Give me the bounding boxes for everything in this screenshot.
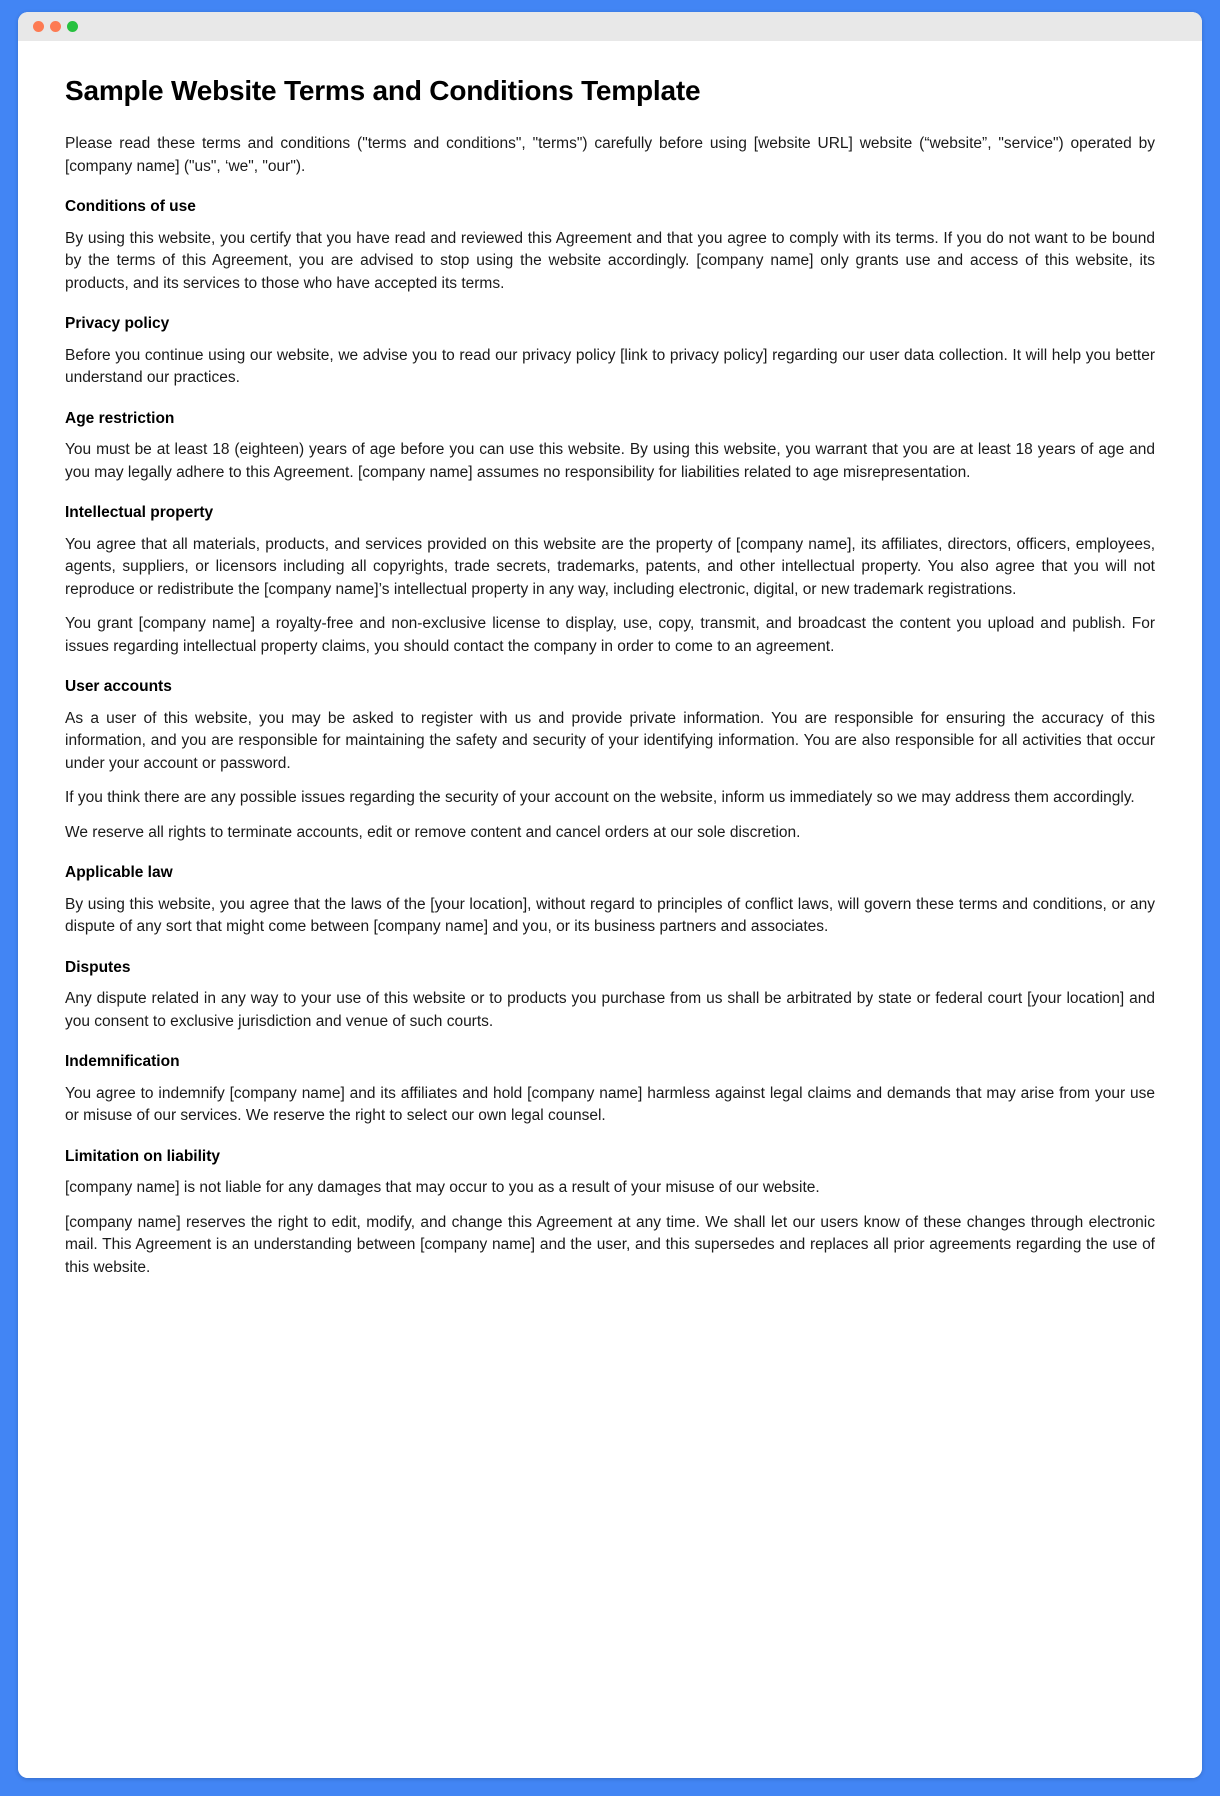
section-paragraph: By using this website, you certify that you have read and reviewed this Agreement and that you agree to comply with its terms. If you do not want to be bound by the terms of this Agreement, you are advised to stop using the website accordingly. [company name] only grants use and access of this website, its products, and its services to those who have accepted its terms. [65,229,1155,292]
section-heading: Conditions of use [65,198,196,216]
section-heading: User accounts [65,678,172,696]
section-paragraph: [company name] reserves the right to edit, modify, and change this Agreement at any time. We shall let our users know of these changes through electronic mail. This Agreement is an understanding between [company name] and the user, and this supersedes and replaces all prior agreements regarding the use of this website. [65,1213,1155,1276]
section-paragraph: Any dispute related in any way to your use of this website or to products you purchase from us shall be arbitrated by state or federal court [your location] and you consent to exclusive jurisdiction and venue of such courts. [65,990,1155,1030]
sections-container [65,198,1155,1279]
section-heading: Applicable law [65,864,173,882]
section-heading: Limitation on liability [65,1147,220,1165]
minimize-button-icon[interactable] [50,21,61,32]
section-heading: Intellectual property [65,504,214,522]
section-paragraph: You must be at least 18 (eighteen) years of age before you can use this website. By using this website, you warrant that you are at least 18 years of age and you may legally adhere to this Agreement. [company name] assumes no responsibility for liabilities related to age misrepresentation. [65,441,1155,481]
section-heading: Indemnification [65,1053,180,1071]
document-section [65,315,1155,390]
document-section [65,198,1155,295]
page-title: Sample Website Terms and Conditions Template [65,75,701,106]
document-section [65,504,1155,658]
document-section [65,1053,1155,1128]
section-paragraph: You grant [company name] a royalty-free and non-exclusive license to display, use, copy, transmit, and broadcast the content you upload and publish. For issues regarding intellectual property claims, you should contact the company in order to come to an agreement. [65,615,1155,655]
section-paragraph: You agree that all materials, products, and services provided on this website are the property of [company name], its affiliates, directors, officers, employees, agents, suppliers, or licensors including all copyrights, trade secrets, trademarks, patents, and other intellectual property. You also agree that you will not reproduce or redistribute the [company name]’s intellectual property in any way, including electronic, digital, or new trademark registrations. [65,535,1155,598]
section-heading: Disputes [65,958,131,976]
section-paragraph: [company name] is not liable for any damages that may occur to you as a result of your misuse of our website. [65,1179,820,1197]
document-section [65,678,1155,844]
document-section [65,1148,1155,1279]
section-paragraph: You agree to indemnify [company name] and its affiliates and hold [company name] harmless against legal claims and demands that may arise from your use or misuse of our services. We reserve the right to select our own legal counsel. [65,1084,1155,1125]
document-section [65,959,1155,1034]
document-section [65,864,1155,939]
section-paragraph: Before you continue using our website, we advise you to read our privacy policy [link to privacy policy] regarding our user data collection. It will help you better understand our practices. [65,346,1155,387]
intro-paragraph: Please read these terms and conditions ("terms and conditions", "terms") carefully before using [website URL] website (“website”, "service") operated by [company name] ("us", ‘we", "our"). [65,135,1155,175]
section-paragraph: We reserve all rights to terminate accounts, edit or remove content and cancel orders at our sole discretion. [65,823,801,841]
section-paragraph: As a user of this website, you may be asked to register with us and provide private information. You are responsible for ensuring the accuracy of this information, and you are responsible for maintaining the safety and security of your identifying information. You are also responsible for all activities that occur under your account or password. [65,709,1155,772]
section-heading: Privacy policy [65,315,170,333]
section-paragraph: By using this website, you agree that the laws of the [your location], without regard to principles of conflict laws, will govern these terms and conditions, or any dispute of any sort that might come between [company name] and you, or its business partners and associates. [65,895,1155,936]
section-paragraph: If you think there are any possible issues regarding the security of your account on the website, inform us immediately so we may address them accordingly. [65,789,1135,807]
document-content [18,41,1202,1778]
maximize-button-icon[interactable] [67,21,78,32]
browser-window [18,12,1202,1778]
window-title-bar [18,12,1202,41]
section-heading: Age restriction [65,409,175,427]
document-section [65,410,1155,485]
close-button-icon[interactable] [33,21,44,32]
